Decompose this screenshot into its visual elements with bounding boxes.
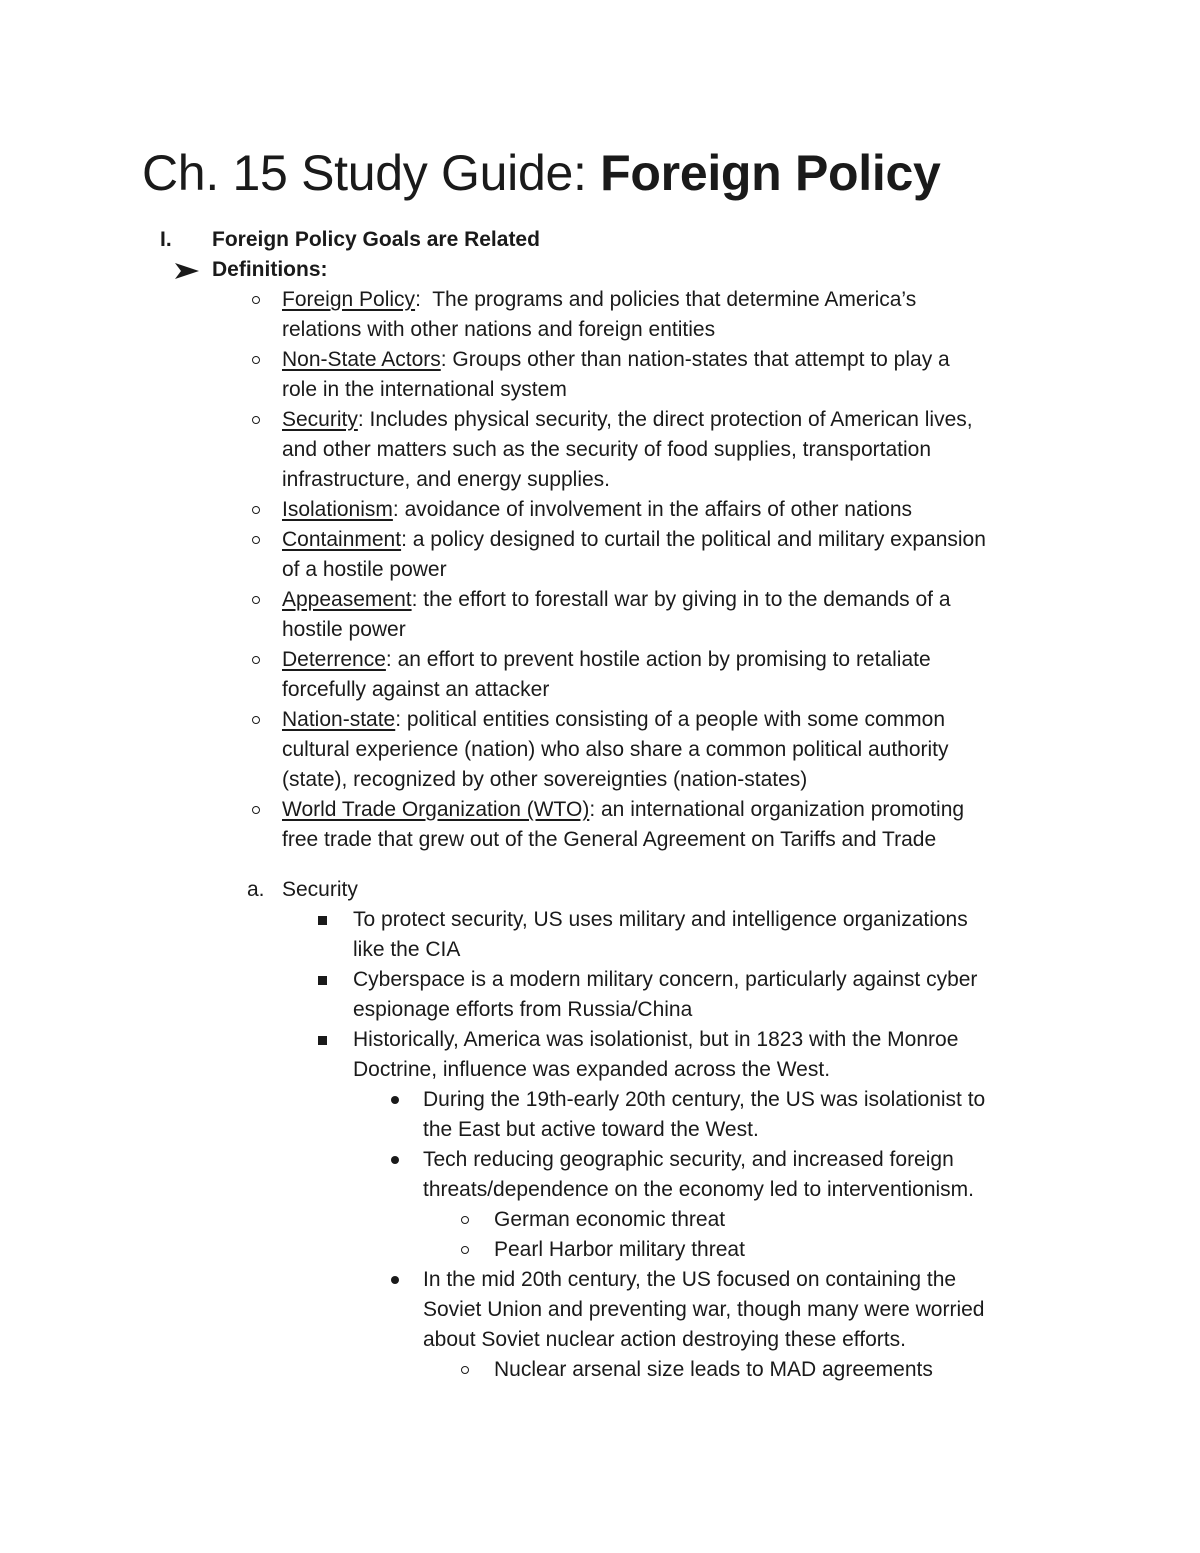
definition-text: political entities consisting of a people with some common <box>401 708 946 731</box>
definition-term: World Trade Organization (WTO) <box>282 798 590 821</box>
definition-term: Security <box>282 408 358 431</box>
list-item-continuation: threats/dependence on the economy led to interventionism. <box>423 1178 975 1201</box>
hollow-circle-bullet-icon <box>461 1366 469 1374</box>
list-item-continuation: about Soviet nuclear action destroying these efforts. <box>423 1328 906 1351</box>
definition-continuation: of a hostile power <box>282 558 447 581</box>
definition-continuation: (state), recognized by other sovereignties (nation-states) <box>282 768 808 791</box>
definition-continuation: role in the international system <box>282 378 567 401</box>
square-bullet-icon <box>318 1036 327 1045</box>
list-item: Nuclear arsenal size leads to MAD agreements <box>494 1358 933 1381</box>
filled-dot-bullet-icon <box>391 1156 399 1164</box>
list-item: German economic threat <box>494 1208 726 1231</box>
hollow-circle-bullet-icon <box>252 656 260 664</box>
hollow-circle-bullet-icon <box>461 1246 469 1254</box>
definition-continuation: relations with other nations and foreign entities <box>282 318 716 341</box>
subsection-label: a. <box>247 878 265 901</box>
definition-continuation: infrastructure, and energy supplies. <box>282 468 611 491</box>
definition-item: World Trade Organization (WTO): an international organization promoting <box>282 798 965 821</box>
list-item: Historically, America was isolationist, but in 1823 with the Monroe <box>353 1028 959 1051</box>
hollow-circle-bullet-icon <box>252 416 260 424</box>
definition-term: Isolationism <box>282 498 393 521</box>
list-item: Cyberspace is a modern military concern, particularly against cyber <box>353 968 978 991</box>
definitions-heading: Definitions: <box>212 258 328 281</box>
hollow-circle-bullet-icon <box>252 716 260 724</box>
hollow-circle-bullet-icon <box>252 296 260 304</box>
definition-item: Security: Includes physical security, the direct protection of American lives, <box>282 408 973 431</box>
list-item-continuation: like the CIA <box>353 938 461 961</box>
definition-text: Includes physical security, the direct protection of American lives, <box>363 408 973 431</box>
definition-continuation: forcefully against an attacker <box>282 678 550 701</box>
list-item: To protect security, US uses military and intelligence organizations <box>353 908 968 931</box>
definition-continuation: hostile power <box>282 618 406 641</box>
definition-item: Non-State Actors: Groups other than nation-states that attempt to play a <box>282 348 950 371</box>
definition-text: the effort to forestall war by giving in to the demands of a <box>417 588 951 611</box>
list-item: During the 19th-early 20th century, the US was isolationist to <box>423 1088 986 1111</box>
definition-item: Isolationism: avoidance of involvement in the affairs of other nations <box>282 498 912 521</box>
section-heading: Foreign Policy Goals are Related <box>212 228 540 251</box>
hollow-circle-bullet-icon <box>252 806 260 814</box>
list-item-continuation: the East but active toward the West. <box>423 1118 759 1141</box>
definition-item: Appeasement: the effort to forestall war by giving in to the demands of a <box>282 588 951 611</box>
square-bullet-icon <box>318 916 327 925</box>
definition-term: Containment <box>282 528 402 551</box>
definition-term: Foreign Policy <box>282 288 416 311</box>
hollow-circle-bullet-icon <box>252 596 260 604</box>
definition-continuation: free trade that grew out of the General Agreement on Tariffs and Trade <box>282 828 937 851</box>
square-bullet-icon <box>318 976 327 985</box>
list-item: In the mid 20th century, the US focused on containing the <box>423 1268 957 1291</box>
definition-text: avoidance of involvement in the affairs of other nations <box>398 498 912 521</box>
definition-text: The programs and policies that determine America’s <box>420 288 917 311</box>
definition-item: Nation-state: political entities consisting of a people with some common <box>282 708 946 731</box>
title-prefix: Ch. 15 Study Guide: <box>142 145 601 201</box>
list-item: Tech reducing geographic security, and increased foreign <box>423 1148 954 1171</box>
definition-text: a policy designed to curtail the political and military expansion <box>406 528 986 551</box>
definition-continuation: and other matters such as the security of food supplies, transportation <box>282 438 932 461</box>
definition-text: Groups other than nation-states that attempt to play a <box>446 348 950 371</box>
hollow-circle-bullet-icon <box>252 506 260 514</box>
definition-term: Deterrence <box>282 648 386 671</box>
hollow-circle-bullet-icon <box>252 356 260 364</box>
title-bold: Foreign Policy <box>600 145 941 201</box>
arrowhead-bullet-icon <box>174 262 200 280</box>
definition-item: Containment: a policy designed to curtail the political and military expansion <box>282 528 986 551</box>
filled-dot-bullet-icon <box>391 1096 399 1104</box>
section-numeral: I. <box>160 228 172 251</box>
hollow-circle-bullet-icon <box>461 1216 469 1224</box>
list-item-continuation: Doctrine, influence was expanded across the West. <box>353 1058 831 1081</box>
definition-text: an international organization promoting <box>595 798 965 821</box>
definition-item: Deterrence: an effort to prevent hostile action by promising to retaliate <box>282 648 931 671</box>
list-item-continuation: Soviet Union and preventing war, though many were worried <box>423 1298 985 1321</box>
page-title <box>142 142 940 204</box>
list-item: Pearl Harbor military threat <box>494 1238 745 1261</box>
definition-item: Foreign Policy: The programs and policies that determine America’s <box>282 288 917 311</box>
list-item-continuation: espionage efforts from Russia/China <box>353 998 693 1021</box>
subsection-heading: Security <box>282 878 358 901</box>
definition-term: Nation-state <box>282 708 396 731</box>
definition-term: Appeasement <box>282 588 412 611</box>
definition-term: Non-State Actors <box>282 348 441 371</box>
filled-dot-bullet-icon <box>391 1276 399 1284</box>
definition-continuation: cultural experience (nation) who also share a common political authority <box>282 738 949 761</box>
definition-text: an effort to prevent hostile action by promising to retaliate <box>391 648 931 671</box>
hollow-circle-bullet-icon <box>252 536 260 544</box>
